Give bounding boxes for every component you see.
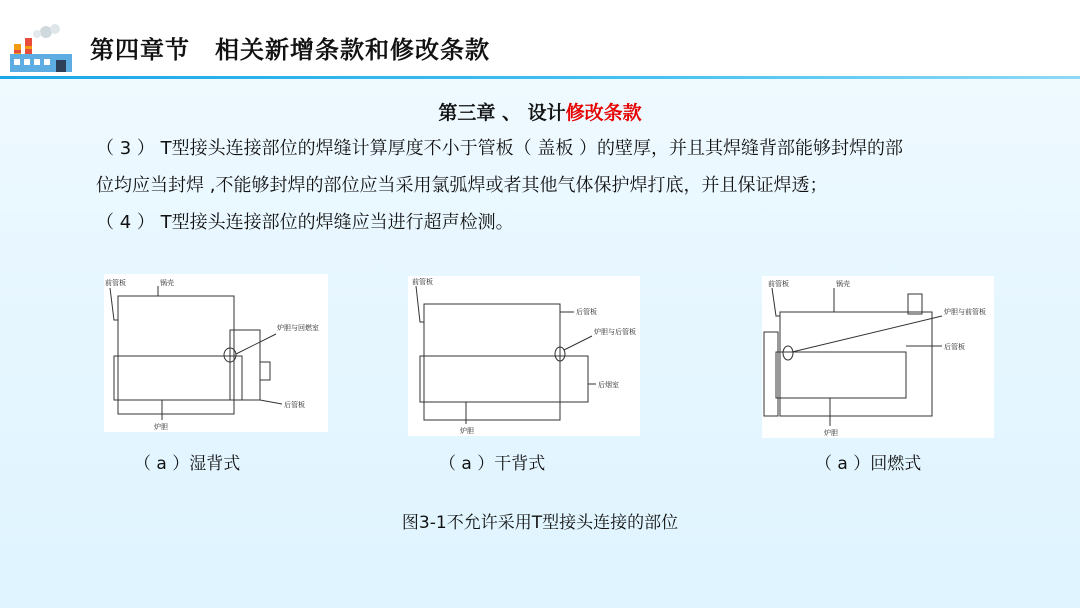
page-title: 第四章节 相关新增条款和修改条款 [90, 36, 490, 64]
subtitle-prefix: 第三章 、 设计 [438, 102, 566, 124]
label-rear-plate: 后管板 [944, 343, 965, 351]
label-joint: 炉胆与前管板 [944, 308, 986, 316]
paragraph-line-3: （ 4 ） T型接头连接部位的焊缝应当进行超声检测。 [96, 212, 514, 233]
section-subtitle [0, 98, 1080, 125]
figure-wet-back [104, 274, 328, 432]
dry-back-diagram [408, 276, 640, 436]
label-joint: 炉胆与后管板 [594, 328, 636, 336]
label-front-plate: 前管板 [768, 280, 789, 288]
figure-reversal [762, 276, 994, 438]
caption-reversal: （ a ）回燃式 [815, 454, 922, 474]
label-front-plate: 前管板 [105, 279, 126, 287]
header-divider [0, 76, 1080, 79]
caption-dry-back: （ a ）干背式 [439, 454, 546, 474]
paragraph-line-2: 位均应当封焊 ,不能够封焊的部位应当采用氯弧焊或者其他气体保护焊打底，并且保证焊透； [96, 175, 828, 196]
subtitle-highlight: 修改条款 [565, 102, 642, 124]
label-furnace: 炉胆 [460, 427, 474, 435]
label-rear-plate: 后管板 [576, 308, 597, 316]
label-front-plate: 前管板 [412, 278, 433, 286]
wet-back-diagram [104, 274, 328, 432]
paragraph-line-1: （ 3 ） T型接头连接部位的焊缝计算厚度不小于管板（ 盖板 ）的壁厚，并且其焊缝背部能够封焊的部 [96, 138, 904, 159]
caption-wet-back: （ a ）湿背式 [134, 454, 241, 474]
label-rear-plate: 后管板 [284, 401, 305, 409]
factory-icon [6, 22, 78, 78]
label-furnace: 炉胆 [824, 429, 838, 437]
label-chamber: 炉胆与回燃室 [277, 324, 319, 332]
figure-caption: 图3-1不允许采用T型接头连接的部位 [401, 513, 679, 533]
label-rear-chamber: 后烟室 [598, 381, 619, 389]
label-shell: 锅壳 [836, 280, 850, 288]
label-furnace: 炉胆 [154, 423, 168, 431]
header-bar [0, 0, 1080, 78]
label-shell: 锅壳 [160, 279, 174, 287]
reversal-diagram [762, 276, 994, 438]
figure-dry-back [408, 276, 640, 436]
